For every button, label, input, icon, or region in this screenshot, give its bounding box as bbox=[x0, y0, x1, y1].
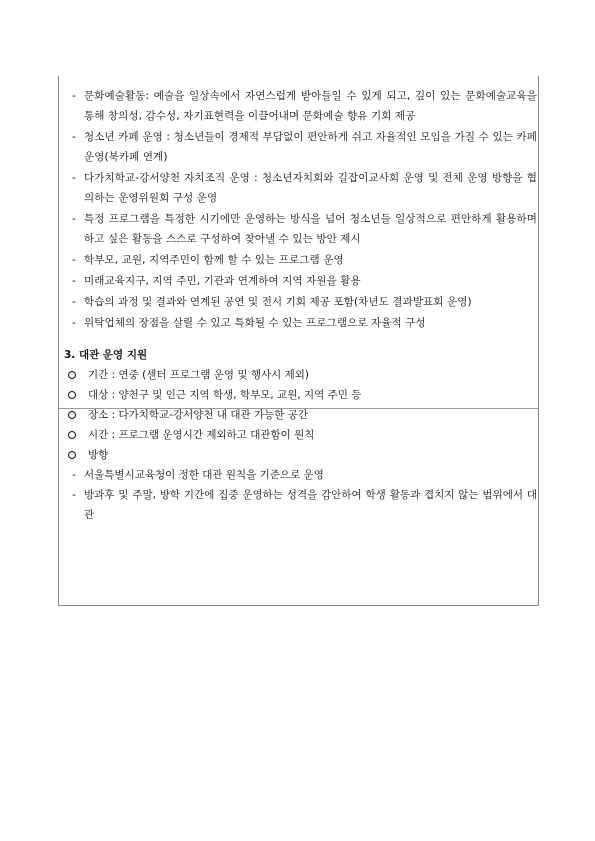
document-body bbox=[64, 86, 537, 525]
list-item bbox=[64, 127, 537, 167]
list-item-text: 다가치학교-강서양천 자치조직 운영 : 청소년자치회와 길잡이교사회 운영 및 전체 운영 방향을 협의하는 운영위원회 구성 운영 bbox=[84, 172, 537, 204]
circle-bullet-icon bbox=[64, 365, 82, 385]
list-item-text: 시간 : 프로그램 운영시간 제외하고 대관함이 원칙 bbox=[88, 429, 315, 441]
dash-bullet: - bbox=[72, 469, 76, 481]
list-item bbox=[64, 365, 537, 385]
list-item-text: 방과후 및 주말, 방학 기간에 집중 운영하는 성격을 감안하여 학생 활동과 겹치지 않는 범위에서 대관 bbox=[84, 489, 537, 521]
list-item bbox=[64, 425, 537, 445]
list-item bbox=[64, 485, 537, 525]
list-item bbox=[64, 445, 537, 465]
dash-bullet: - bbox=[72, 213, 76, 225]
list-item bbox=[64, 86, 537, 126]
program-list bbox=[64, 86, 537, 333]
list-item-text: 서울특별시교육청이 정한 대관 원칙을 기준으로 운영 bbox=[84, 469, 324, 481]
circle-bullet-icon bbox=[64, 405, 82, 425]
dash-bullet: - bbox=[72, 296, 76, 308]
list-item bbox=[64, 250, 537, 270]
list-item bbox=[64, 385, 537, 405]
list-item bbox=[64, 405, 537, 425]
list-item bbox=[64, 465, 537, 485]
dash-bullet: - bbox=[72, 90, 76, 102]
list-item-text: 학습의 과정 및 결과와 연계된 공연 및 전시 기회 제공 포함(차년도 결과발표회 운영) bbox=[84, 296, 472, 308]
list-item-text: 방향 bbox=[88, 449, 109, 461]
list-item bbox=[64, 292, 537, 312]
list-item-text: 장소 : 다가치학교-강서양천 내 대관 가능한 공간 bbox=[88, 409, 309, 421]
list-item bbox=[64, 168, 537, 208]
list-item-text: 미래교육지구, 지역 주민, 기관과 연계하여 지역 자원을 활용 bbox=[84, 275, 361, 287]
list-item-text: 기간 : 연중 (센터 프로그램 운영 및 행사시 제외) bbox=[88, 369, 310, 381]
circle-bullet-icon bbox=[64, 445, 82, 465]
dash-bullet: - bbox=[72, 317, 76, 329]
list-item bbox=[64, 209, 537, 249]
rental-support-list bbox=[64, 365, 537, 525]
list-item-text: 특정 프로그램을 특정한 시기에만 운영하는 방식을 넘어 청소년들 일상적으로 편안하게 활용하며 하고 싶은 활동을 스스로 구성하여 찾아낼 수 있는 방안 제시 bbox=[84, 213, 537, 245]
dash-bullet: - bbox=[72, 254, 76, 266]
list-item bbox=[64, 313, 537, 333]
circle-bullet-icon bbox=[64, 425, 82, 445]
list-item-text: 학부모, 교원, 지역주민이 함께 할 수 있는 프로그램 운영 bbox=[84, 254, 344, 266]
list-item-text: 문화예술활동: 예술을 일상속에서 자연스럽게 받아들일 수 있게 되고, 깊이 있는 문화예술교육을 통해 창의성, 감수성, 자기표현력을 이끌어내며 문화예술 향유 기회 제공 bbox=[84, 90, 537, 122]
list-item-text: 위탁업체의 장점을 살릴 수 있고 특화될 수 있는 프로그램으로 자율적 구성 bbox=[84, 317, 426, 329]
list-item-text: 대상 : 양천구 및 인근 지역 학생, 학부모, 교원, 지역 주민 등 bbox=[88, 389, 362, 401]
list-item bbox=[64, 271, 537, 291]
dash-bullet: - bbox=[72, 172, 76, 184]
list-item-text: 청소년 카페 운영 : 청소년들이 경제적 부담없이 편안하게 쉬고 자율적인 모임을 가질 수 있는 카페 운영(북카페 연계) bbox=[84, 131, 537, 163]
dash-bullet: - bbox=[72, 489, 76, 501]
dash-bullet: - bbox=[72, 131, 76, 143]
circle-bullet-icon bbox=[64, 385, 82, 405]
dash-bullet: - bbox=[72, 275, 76, 287]
section-heading: 3. 대관 운영 지원 bbox=[64, 349, 148, 361]
